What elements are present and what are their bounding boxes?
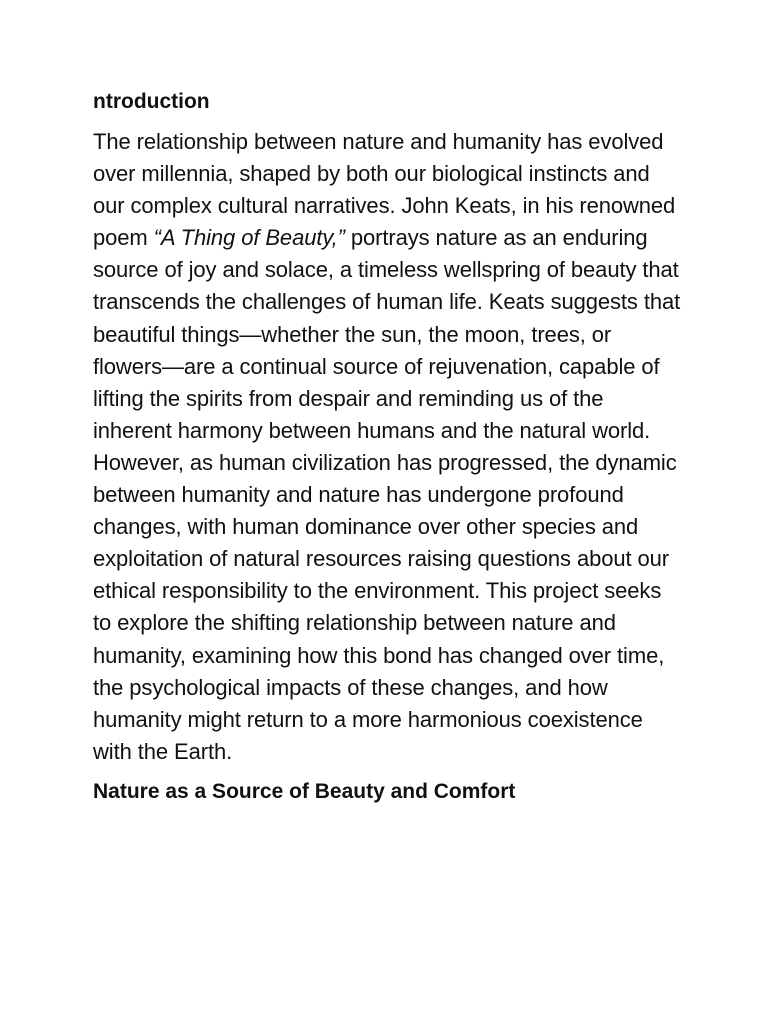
- document-page: [93, 86, 683, 808]
- introduction-paragraph: [93, 126, 683, 768]
- poem-title: “A Thing of Beauty,”: [153, 225, 345, 251]
- paragraph-text-start: The relationship between nature and humanity has evolved over millennia, shaped by both our biological instincts and our complex cultural narratives. John Keats, in his renowned poem: [93, 129, 676, 251]
- section-heading-nature: Nature as a Source of Beauty and Comfort: [93, 779, 516, 803]
- section-heading-introduction: ntroduction: [93, 90, 210, 113]
- paragraph-text-end: portrays nature as an enduring source of joy and solace, a timeless wellspring of beauty that transcends the challenges of human life. Keats suggests that beautiful things—whether the sun, the moon, trees, or flowers—are a continual source of rejuvenation, capable of lifting the spirits from despair and reminding us of the inherent harmony between humans and the natural world. However, as human civilization has progressed, the dynamic between humanity and nature has undergone profound changes, with human dominance over other species and exploitation of natural resources raising questions about our ethical responsibility to the environment. This project seeks to explore the shifting relationship between nature and humanity, examining how this bond has changed over time, the psychological impacts of these changes, and how humanity might return to a more harmonious coexistence with the Earth.: [93, 225, 681, 764]
